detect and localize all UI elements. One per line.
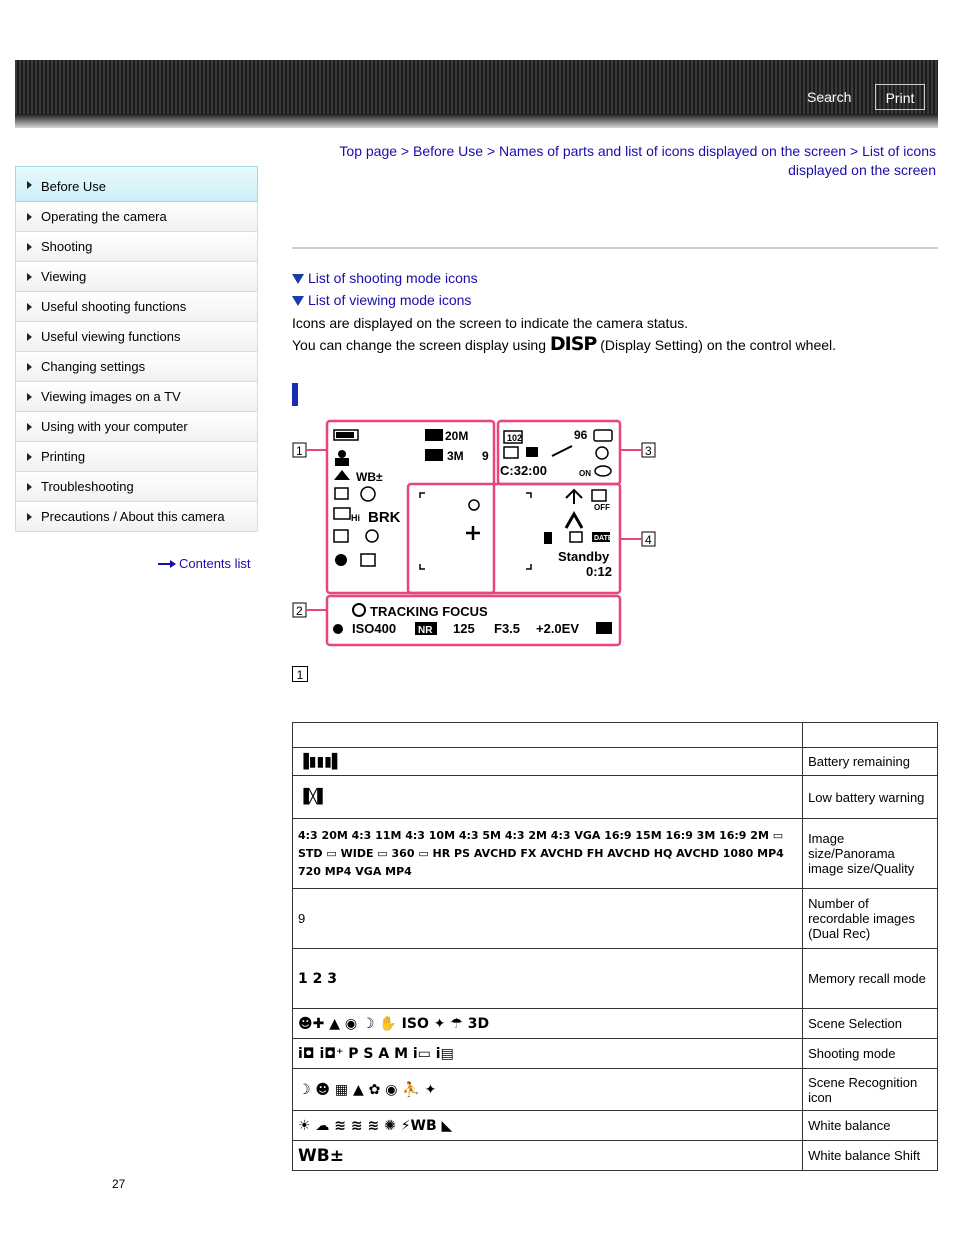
divider <box>292 247 938 249</box>
svg-text:Hi: Hi <box>351 513 360 523</box>
svg-text:102: 102 <box>507 433 523 443</box>
battery-icon: ▐▮▮▮▌ <box>293 748 803 776</box>
svg-text:BRK: BRK <box>368 509 401 526</box>
breadcrumb-list-of-icons[interactable]: List of icons <box>862 143 936 159</box>
svg-text:20M: 20M <box>445 429 469 443</box>
svg-text:ON: ON <box>579 469 591 478</box>
header-bar <box>15 60 938 128</box>
svg-text:WB±: WB± <box>356 470 383 484</box>
arrow-right-icon <box>27 303 32 311</box>
search-link[interactable]: Search <box>807 89 852 105</box>
print-button[interactable]: Print <box>875 84 925 110</box>
page-number: 27 <box>112 1177 126 1191</box>
arrow-right-icon <box>27 273 32 281</box>
arrow-right-icon <box>27 333 32 341</box>
arrow-right-icon <box>158 560 176 568</box>
table-row: 9 Number of recordable images (Dual Rec) <box>293 889 938 949</box>
arrow-right-icon <box>27 453 32 461</box>
sidebar-item-troubleshooting[interactable]: Troubleshooting <box>15 472 258 502</box>
sidebar-item-operating[interactable]: Operating the camera <box>15 202 258 232</box>
sidebar-item-shooting[interactable]: Shooting <box>15 232 258 262</box>
table-header-row <box>293 723 938 748</box>
low-battery-icon: ▐╳▌ <box>293 776 803 819</box>
svg-text:DATE: DATE <box>594 535 613 542</box>
svg-text:F3.5: F3.5 <box>494 621 521 636</box>
arrow-right-icon <box>27 513 32 521</box>
sidebar-item-useful-viewing[interactable]: Useful viewing functions <box>15 322 258 352</box>
sidebar-nav <box>15 166 258 532</box>
triangle-down-icon <box>292 296 304 306</box>
table-row: ▐▮▮▮▌ Battery remaining <box>293 748 938 776</box>
arrow-right-icon <box>27 181 32 189</box>
sidebar-item-before-use[interactable]: Before Use <box>15 166 258 202</box>
callout-3: 3 <box>645 444 652 458</box>
scene-recognition-icons: ☽ ☻ ▦ ▲ ✿ ◉ ⛹ ✦ <box>293 1069 803 1111</box>
section-heading-bar <box>292 383 298 406</box>
scene-selection-icons: ☻✚ ▲ ◉ ☽ ✋ ISO ✦ ☂ 3D <box>293 1009 803 1039</box>
svg-text:ISO400: ISO400 <box>352 621 397 636</box>
sidebar-item-computer[interactable]: Using with your computer <box>15 412 258 442</box>
contents-list-link[interactable]: Contents list <box>158 556 251 571</box>
table-row: ☽ ☻ ▦ ▲ ✿ ◉ ⛹ ✦ Scene Recognition icon <box>293 1069 938 1111</box>
table-row: WB± White balance Shift <box>293 1141 938 1171</box>
sidebar-item-viewing[interactable]: Viewing <box>15 262 258 292</box>
svg-text:Standby: Standby <box>558 549 610 564</box>
arrow-right-icon <box>27 363 32 371</box>
callout-2: 2 <box>296 604 303 618</box>
arrow-right-icon <box>27 243 32 251</box>
sidebar-item-useful-shooting[interactable]: Useful shooting functions <box>15 292 258 322</box>
breadcrumb-before-use[interactable]: Before Use <box>413 143 484 159</box>
callout-4: 4 <box>645 533 652 547</box>
wb-shift-icon: WB± <box>293 1141 803 1171</box>
sidebar-item-precautions[interactable]: Precautions / About this camera <box>15 502 258 532</box>
arrow-right-icon <box>27 483 32 491</box>
sidebar-item-viewing-tv[interactable]: Viewing images on a TV <box>15 382 258 412</box>
svg-text:OFF: OFF <box>594 503 610 512</box>
intro-line2: You can change the screen display using DISP (Display Setting) on the control wheel. <box>292 333 837 355</box>
shooting-mode-icons: i◘ i◘⁺ P S A M i▭ i▤ <box>293 1039 803 1069</box>
sidebar-item-changing-settings[interactable]: Changing settings <box>15 352 258 382</box>
svg-text:125: 125 <box>453 621 475 636</box>
breadcrumb-names-of-parts[interactable]: Names of parts and list of icons displayed on the screen <box>499 143 847 159</box>
table-row: ▐╳▌ Low battery warning <box>293 776 938 819</box>
table-row: ☀ ☁ ≋ ≋ ≋ ✺ ⚡WB ◣ White balance <box>293 1111 938 1141</box>
svg-text:TRACKING FOCUS: TRACKING FOCUS <box>370 604 488 619</box>
screen-diagram <box>290 418 660 650</box>
image-size-icons: 4:3 20M 4:3 11M 4:3 10M 4:3 5M 4:3 2M 4:3 VGA 16:9 15M 16:9 3M 16:9 2M ▭ STD ▭ WIDE ▭ 360 ▭ HR PS AVCHD FX AVCHD FH AVCHD HQ AVCHD 1080 MP4 720 MP4 VGA MP4 <box>293 819 803 889</box>
table-row: 4:3 20M 4:3 11M 4:3 10M 4:3 5M 4:3 2M 4:3 VGA 16:9 15M 16:9 3M 16:9 2M ▭ STD ▭ WIDE ▭ 360 ▭ HR PS AVCHD FX AVCHD FH AVCHD HQ AVCHD 1080 MP4 720 MP4 VGA MP4 Image size/Panorama image size/Quality <box>293 819 938 889</box>
intro-line1: Icons are displayed on the screen to indicate the camera status. <box>292 315 689 331</box>
svg-text:9: 9 <box>482 449 489 463</box>
svg-text:96: 96 <box>574 428 588 442</box>
breadcrumb-top-page[interactable]: Top page <box>339 143 398 159</box>
svg-text:NR: NR <box>418 625 433 636</box>
toc-viewing-link[interactable]: List of viewing mode icons <box>292 292 471 308</box>
arrow-right-icon <box>27 213 32 221</box>
callout-1: 1 <box>296 444 303 458</box>
white-balance-icons: ☀ ☁ ≋ ≋ ≋ ✺ ⚡WB ◣ <box>293 1111 803 1141</box>
icon-table <box>292 722 938 1171</box>
sidebar-item-printing[interactable]: Printing <box>15 442 258 472</box>
table-row: 1 2 3 Memory recall mode <box>293 949 938 1009</box>
toc-shooting-link[interactable]: List of shooting mode icons <box>292 270 478 286</box>
table-row: i◘ i◘⁺ P S A M i▭ i▤ Shooting mode <box>293 1039 938 1069</box>
disp-icon: DISP <box>549 333 597 355</box>
breadcrumb-list-of-icons-cont[interactable]: displayed on the screen <box>788 162 936 178</box>
memory-recall-icons: 1 2 3 <box>293 949 803 1009</box>
svg-text:C:32:00: C:32:00 <box>500 463 547 478</box>
arrow-right-icon <box>27 393 32 401</box>
section-number: 1 <box>292 666 308 682</box>
arrow-right-icon <box>27 423 32 431</box>
svg-text:+2.0EV: +2.0EV <box>536 621 580 636</box>
svg-text:0:12: 0:12 <box>586 564 613 579</box>
breadcrumb: Top page > Before Use > Names of parts and list of icons displayed on the screen > List of icons displayed on the screen <box>339 143 936 178</box>
svg-text:3M: 3M <box>447 449 464 463</box>
triangle-down-icon <box>292 274 304 284</box>
table-row: ☻✚ ▲ ◉ ☽ ✋ ISO ✦ ☂ 3D Scene Selection <box>293 1009 938 1039</box>
